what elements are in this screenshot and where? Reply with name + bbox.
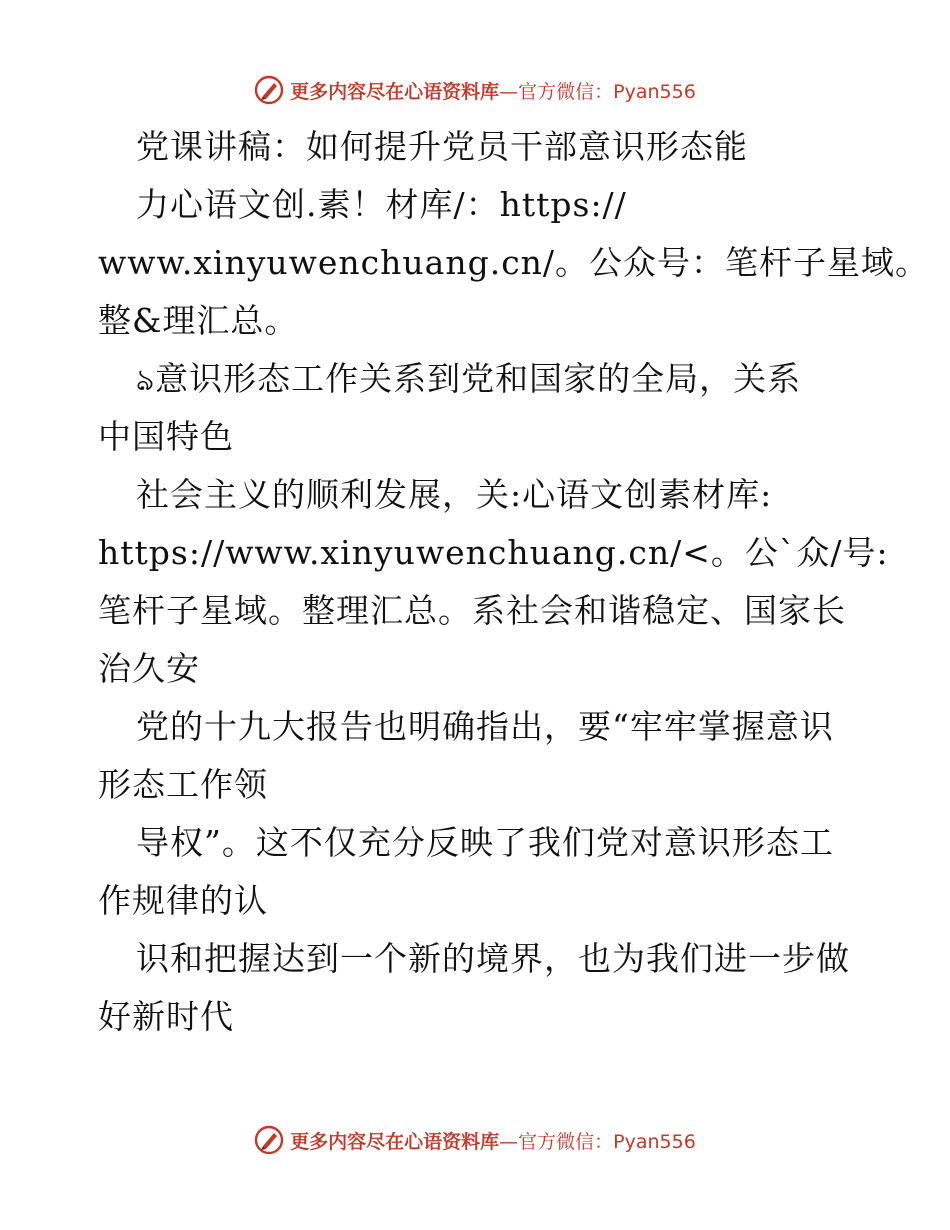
paragraph-line: 治久安 [98, 649, 200, 688]
header-brand-text: 更多内容尽在心语资料库 [290, 80, 500, 103]
pen-logo-icon [254, 1125, 284, 1155]
paragraph-line: 党的十九大报告也明确指出，要“牢牢掌握意识 [136, 707, 834, 746]
paragraph-line: 导权”。这不仅充分反映了我们党对意识形态工 [136, 823, 834, 862]
header-wechat-text: —官方微信：Pyan556 [499, 80, 696, 103]
paragraph-line-with-ornament [98, 350, 858, 408]
paragraph-line-text: 意识形态工作关系到党和国家的全局，关系 [155, 359, 802, 398]
paragraph-line: 整&理汇总。 [98, 301, 299, 340]
paragraph-line: 笔杆子星域。整理汇总。系社会和谐稳定、国家长 [98, 591, 846, 630]
paragraph-line: 好新时代 [98, 997, 234, 1036]
paragraph-line: www.xinyuwenchuang.cn/。公众号：笔杆子星域。 [98, 243, 930, 282]
header-banner [0, 72, 950, 108]
ornament-glyph-icon: ঌ [136, 363, 156, 398]
paragraph-line: 作规律的认 [98, 881, 268, 920]
pen-logo-icon [254, 75, 284, 105]
footer-wechat-text: —官方微信：Pyan556 [499, 1130, 696, 1153]
paragraph-line: 社会主义的顺利发展，关:心语文创素材库: [136, 475, 773, 514]
paragraph-line: 中国特色 [98, 417, 234, 456]
footer-banner [0, 1122, 950, 1158]
paragraph-line: 力心语文创.素！材库/：https:// [136, 185, 627, 224]
paragraph-line: 识和把握达到一个新的境界，也为我们进一步做 [136, 939, 850, 978]
footer-brand-text: 更多内容尽在心语资料库 [290, 1130, 500, 1153]
document-body [98, 118, 930, 1046]
paragraph-line: 形态工作领 [98, 765, 268, 804]
paragraph-line: https://www.xinyuwenchuang.cn/<。公`众/号: [98, 533, 889, 572]
paragraph-line: 党课讲稿：如何提升党员干部意识形态能 [136, 127, 748, 166]
